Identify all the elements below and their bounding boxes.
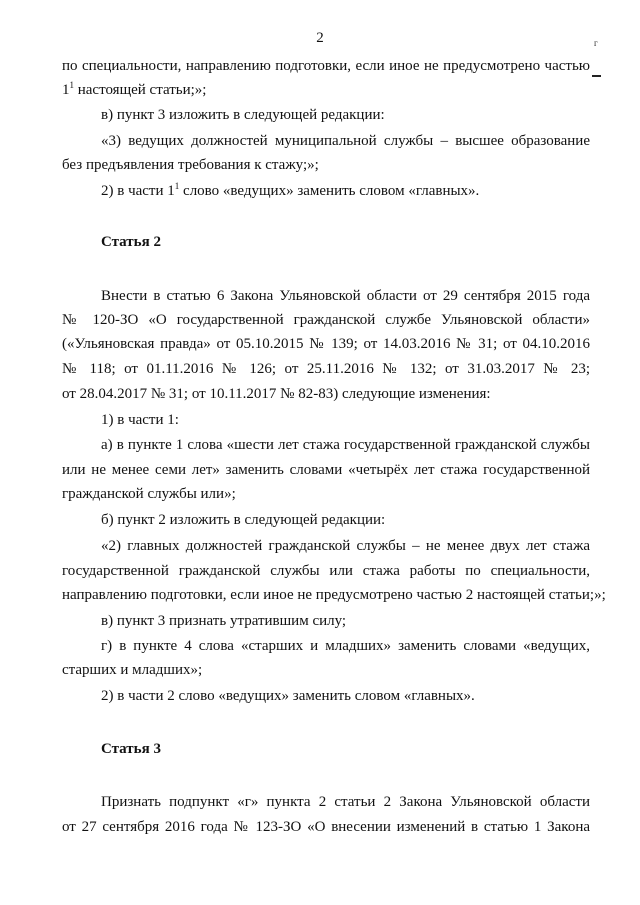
list-item-line: а) в пункте 1 слова «шести лет стажа государственной гражданской службы (101, 437, 590, 453)
list-item: в) пункт 3 изложить в следующей редакции: (101, 107, 385, 123)
paragraph-line: $1^1$ настоящей статьи;»; (62, 80, 207, 98)
quote-line: «3) ведущих должностей муниципальной службы – высшее образование (101, 133, 590, 149)
quote-line: направлению подготовки, если иное не предусмотрено частью 2 настоящей статьи;»; (62, 587, 606, 603)
list-item: 2) в части 2 слово «ведущих» заменить словом «главных». (101, 688, 475, 704)
paragraph-line: по специальности, направлению подготовки, если иное не предусмотрено частью (62, 58, 590, 74)
paragraph-line: Внести в статью 6 Закона Ульяновской области от 29 сентября 2015 года (101, 288, 590, 304)
quote-line: «2) главных должностей гражданской службы – не менее двух лет стажа (101, 538, 590, 554)
paragraph-line: («Ульяновская правда» от 05.10.2015 № 139; от 14.03.2016 № 31; от 04.10.2016 (62, 336, 590, 352)
article-heading: Статья 2 (101, 234, 161, 250)
margin-dash (592, 75, 601, 77)
paragraph-line: № 120-ЗО «О государственной гражданской службе Ульяновской области» (62, 312, 590, 328)
quote-line: государственной гражданской службы или стажа работы по специальности, (62, 563, 590, 579)
list-item: б) пункт 2 изложить в следующей редакции: (101, 512, 386, 528)
list-item: 2) в части $1^1$ слово «ведущих» заменить словом «главных». (101, 181, 480, 199)
paragraph-line: № 118; от 01.11.2016 № 126; от 25.11.2016 № 132; от 31.03.2017 № 23; (62, 361, 590, 377)
list-item-line: г) в пункте 4 слова «старших и младших» заменить словами «ведущих, (101, 638, 590, 654)
list-item: 1) в части 1: (101, 412, 179, 428)
list-item-line: или не менее семи лет» заменить словами «четырёх лет стажа государственной (62, 462, 590, 478)
paragraph-line: Признать подпункт «г» пункта 2 статьи 2 Закона Ульяновской области (101, 794, 590, 810)
list-item: в) пункт 3 признать утратившим силу; (101, 613, 347, 629)
page-number: 2 (316, 30, 324, 46)
quote-line: без предъявления требования к стажу;»; (62, 157, 319, 173)
corner-mark: г (594, 38, 598, 48)
list-item-line: старших и младших»; (62, 662, 203, 678)
paragraph-line: от 28.04.2017 № 31; от 10.11.2017 № 82-83) следующие изменения: (62, 386, 491, 402)
article-heading: Статья 3 (101, 741, 161, 757)
paragraph-line: от 27 сентября 2016 года № 123-ЗО «О внесении изменений в статью 1 Закона (62, 819, 590, 835)
list-item-line: гражданской службы или»; (62, 486, 236, 502)
